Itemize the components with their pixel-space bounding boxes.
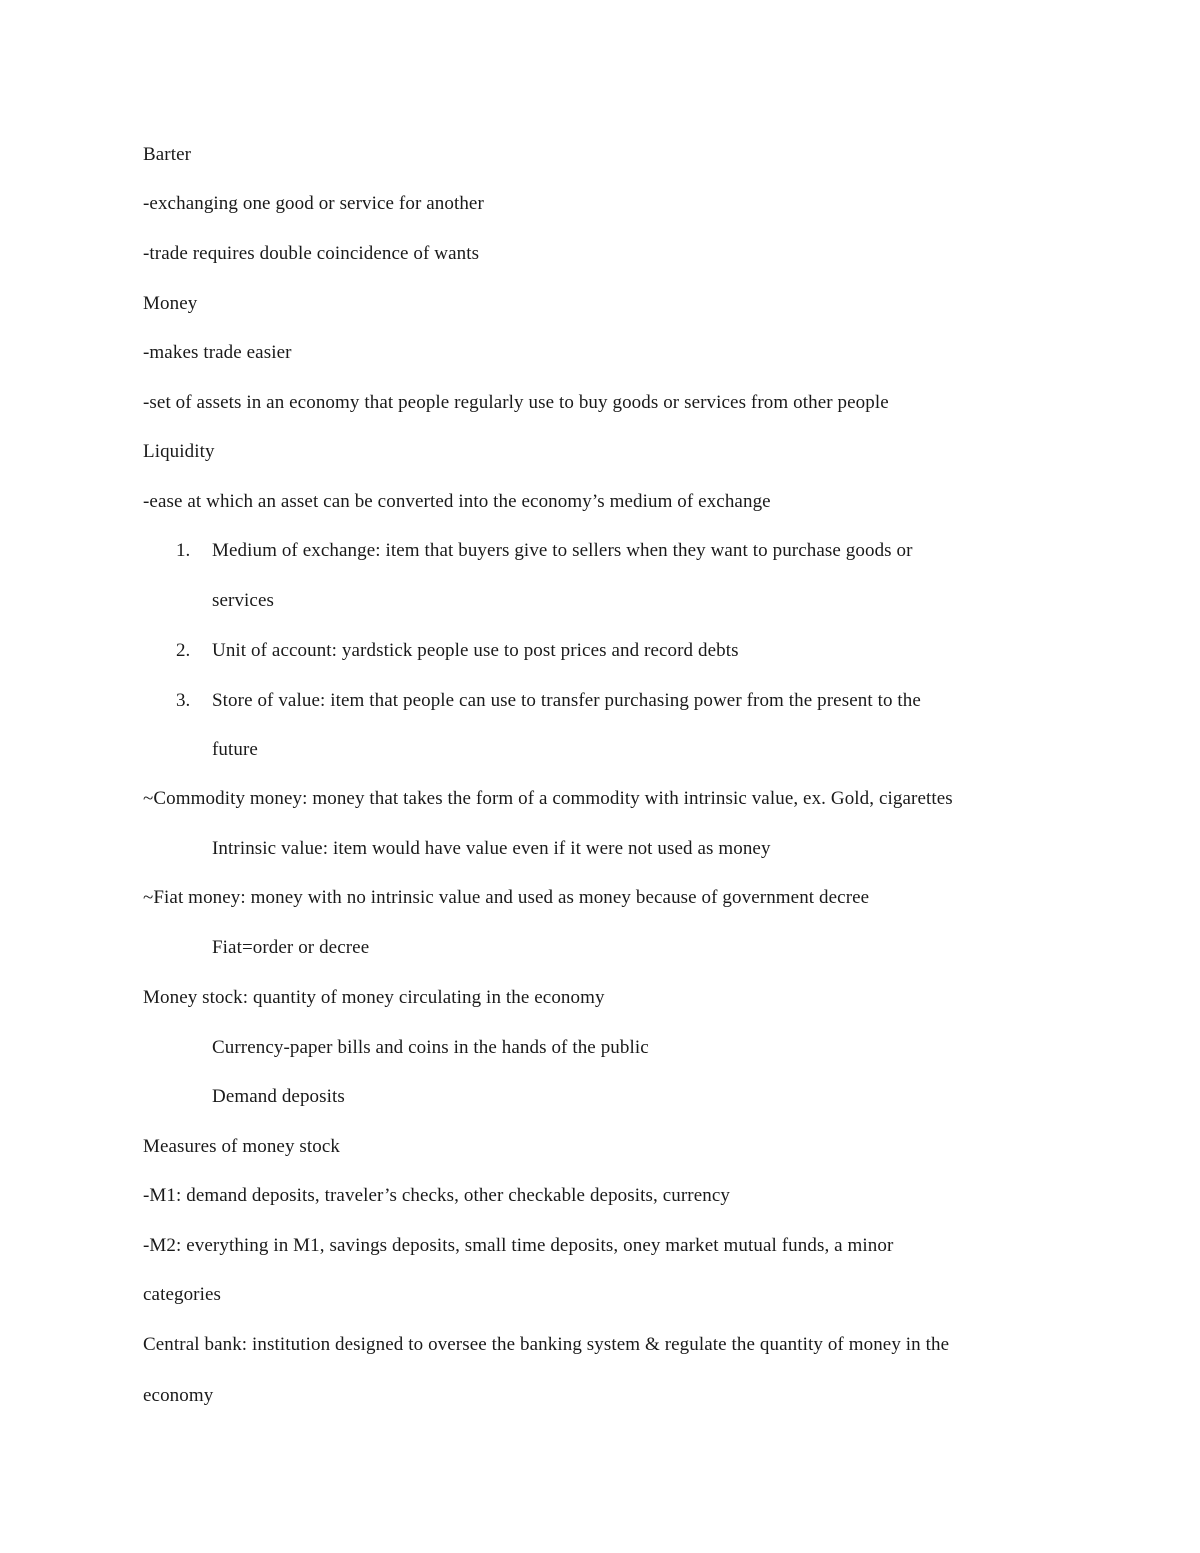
list-item-text: Unit of account: yardstick people use to post prices and record debts <box>212 640 739 661</box>
text-line: economy <box>143 1385 214 1406</box>
heading-money: Money <box>143 293 198 314</box>
list-item-text: Medium of exchange: item that buyers give to sellers when they want to purchase goods or <box>212 540 913 561</box>
text-line-indented: Intrinsic value: item would have value even if it were not used as money <box>212 838 771 859</box>
text-line: categories <box>143 1284 222 1305</box>
text-line: Central bank: institution designed to oversee the banking system & regulate the quantity of money in the <box>143 1334 950 1355</box>
text-line: ~Fiat money: money with no intrinsic value and used as money because of government decree <box>143 887 870 908</box>
text-line-indented: Demand deposits <box>212 1086 345 1107</box>
text-line: -M2: everything in M1, savings deposits, small time deposits, oney market mutual funds, a minor <box>143 1235 894 1256</box>
text-line: -set of assets in an economy that people regularly use to buy goods or services from other people <box>143 392 889 413</box>
heading-measures: Measures of money stock <box>143 1136 341 1157</box>
heading-liquidity: Liquidity <box>143 441 215 462</box>
text-line: Money stock: quantity of money circulating in the economy <box>143 987 605 1008</box>
list-number: 3. <box>176 690 191 711</box>
list-number: 2. <box>176 640 191 661</box>
text-line: -ease at which an asset can be converted into the economy’s medium of exchange <box>143 491 771 512</box>
heading-barter: Barter <box>143 144 192 165</box>
text-line: -M1: demand deposits, traveler’s checks, other checkable deposits, currency <box>143 1185 730 1206</box>
text-line-indented: Fiat=order or decree <box>212 937 370 958</box>
text-line: -trade requires double coincidence of wants <box>143 243 480 264</box>
list-item-text: services <box>212 590 274 611</box>
list-item-text: Store of value: item that people can use to transfer purchasing power from the present to the <box>212 690 921 711</box>
text-line: -exchanging one good or service for another <box>143 193 484 214</box>
text-line: -makes trade easier <box>143 342 292 363</box>
list-item-text: future <box>212 739 258 760</box>
list-number: 1. <box>176 540 191 561</box>
text-line-indented: Currency-paper bills and coins in the hands of the public <box>212 1037 649 1058</box>
text-line: ~Commodity money: money that takes the form of a commodity with intrinsic value, ex. Gold, cigarettes <box>143 788 953 809</box>
